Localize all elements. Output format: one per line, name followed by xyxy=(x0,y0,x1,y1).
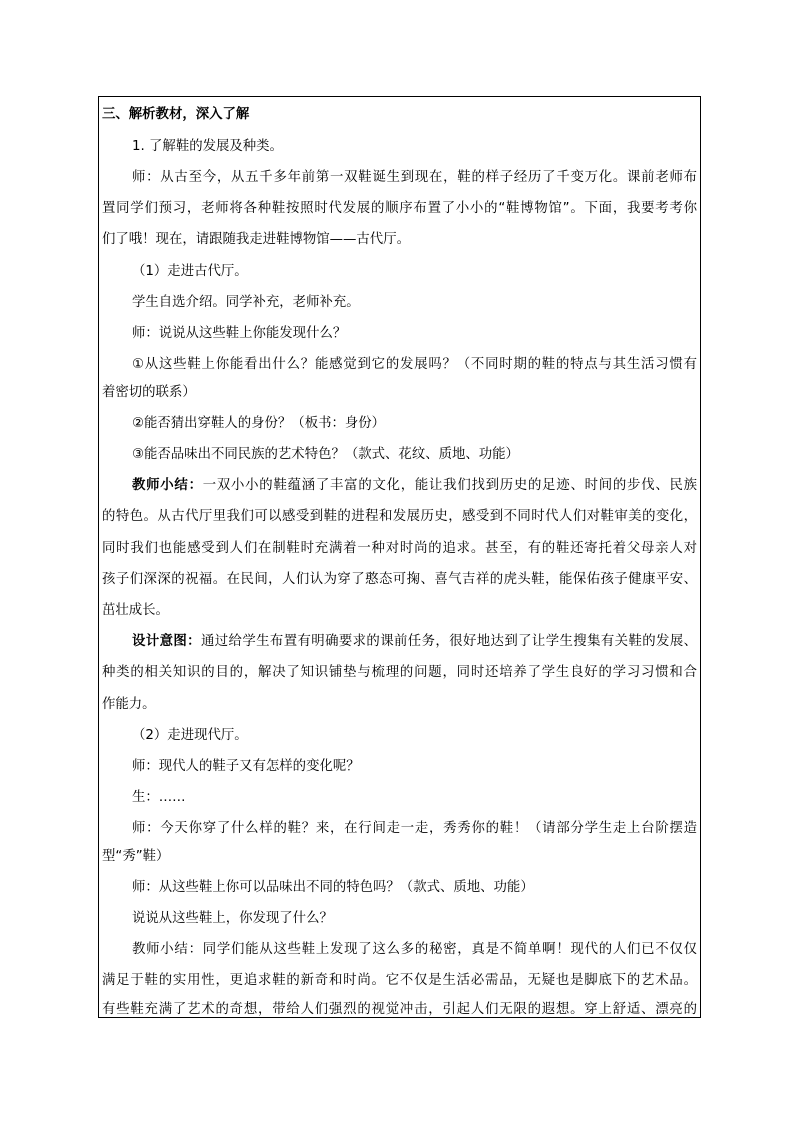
summary-1-first-text: 一双小小的鞋蕴涵了丰富的文化，能让我们找到历史的足迹、时间的步伐、民族 xyxy=(202,478,698,493)
lesson-table-cell xyxy=(98,96,701,1018)
intro-paragraph-line-2: 置同学们预习，老师将各种鞋按照时代发展的顺序布置了小小的“鞋博物馆”。下面，我要考考你 xyxy=(102,201,697,216)
intro-paragraph-line-3: 们了哦！现在，请跟随我走进鞋博物馆——古代厅。 xyxy=(102,232,410,247)
question-2: ②能否猜出穿鞋人的身份？（板书：身份） xyxy=(132,416,386,431)
question-3: ③能否品味出不同民族的艺术特色？（款式、花纹、质地、功能） xyxy=(132,447,519,462)
summary-1-line-2: 的特色。从古代厅里我们可以感受到鞋的进程和发展历史，感受到不同时代人们对鞋审美的变化， xyxy=(102,509,697,524)
design-intent-line-2: 种类的相关知识的目的，解决了知识铺垫与梳理的问题，同时还培养了学生良好的学习习惯和合 xyxy=(102,665,697,680)
question-1-line-2: 着密切的联系） xyxy=(102,385,196,400)
design-intent-line-3: 作能力。 xyxy=(102,697,156,712)
question-1-line-1: ①从这些鞋上你能看出什么？能感觉到它的发展吗？（不同时期的鞋的特点与其生活习惯有 xyxy=(132,357,697,372)
summary-1-line-1 xyxy=(132,477,697,495)
design-intent-line-1 xyxy=(132,633,697,651)
subsection-modern-hall: （2）走进现代厅。 xyxy=(132,728,248,743)
summary-1-line-3: 同时我们也能感受到人们在制鞋时充满着一种对时尚的追求。甚至，有的鞋还寄托着父母亲人对 xyxy=(102,541,697,556)
teacher-line-2-a: 师：今天你穿了什么样的鞋？来，在行间走一走，秀秀你的鞋！（请部分学生走上台阶摆造 xyxy=(132,821,697,836)
intro-paragraph-line-1: 师：从古至今，从五千多年前第一双鞋诞生到现在，鞋的样子经历了千变万化。课前老师布 xyxy=(132,170,697,185)
section-heading: 三、解析教材，深入了解 xyxy=(102,107,250,122)
student-line-1: 生：…… xyxy=(132,790,186,805)
student-intro: 学生自选介绍。同学补充，老师补充。 xyxy=(132,295,360,310)
design-intent-label: 设计意图： xyxy=(132,634,201,649)
teacher-question: 师：说说从这些鞋上你能发现什么？ xyxy=(132,326,347,341)
summary-1-line-5: 茁壮成长。 xyxy=(102,603,169,618)
subsection-ancient-hall: （1）走进古代厅。 xyxy=(132,264,248,279)
design-intent-first-text: 通过给学生布置有明确要求的课前任务，很好地达到了让学生搜集有关鞋的发展、 xyxy=(200,634,697,649)
summary-1-label: 教师小结： xyxy=(132,478,203,493)
teacher-line-3: 师：从这些鞋上你可以品味出不同的特色吗？（款式、质地、功能） xyxy=(132,880,534,895)
summary-2-line-2: 满足于鞋的实用性，更追求鞋的新奇和时尚。它不仅是生活必需品，无疑也是脚底下的艺术品。 xyxy=(102,973,697,988)
teacher-line-1: 师：现代人的鞋子又有怎样的变化呢？ xyxy=(132,759,360,774)
teacher-line-2-b: 型“秀”鞋） xyxy=(102,849,170,864)
summary-2-line-3: 有些鞋充满了艺术的奇想，带给人们强烈的视觉冲击，引起人们无限的遐想。穿上舒适、漂亮的 xyxy=(102,1002,697,1017)
item-1-heading: 1. 了解鞋的发展及种类。 xyxy=(132,139,283,154)
summary-1-line-4: 孩子们深深的祝福。在民间，人们认为穿了憨态可掬、喜气吉祥的虎头鞋，能保佑孩子健康平安、 xyxy=(102,572,697,587)
summary-2-line-1: 教师小结：同学们能从这些鞋上发现了这么多的秘密，真是不简单啊！现代的人们已不仅仅 xyxy=(132,942,697,957)
teacher-line-4: 说说从这些鞋上，你发现了什么？ xyxy=(132,911,333,926)
